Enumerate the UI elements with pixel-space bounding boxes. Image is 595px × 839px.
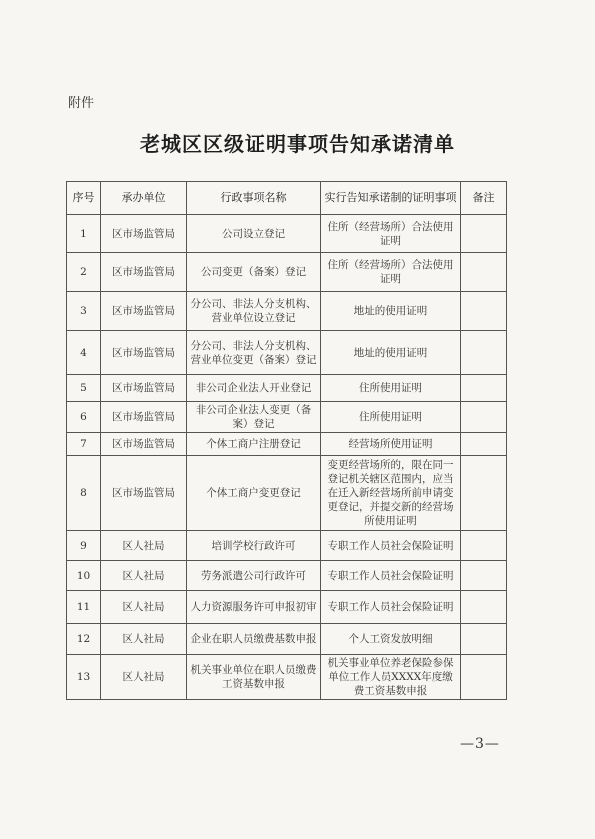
cell-item: 分公司、非法人分支机构、营业单位变更（备案）登记	[187, 331, 321, 375]
table-row	[67, 433, 507, 456]
cell-remark	[461, 591, 507, 624]
cell-unit: 区市场监管局	[101, 456, 187, 531]
cell-proof: 专职工作人员社会保险证明	[321, 591, 461, 624]
cell-no: 13	[67, 655, 101, 700]
cell-remark	[461, 402, 507, 433]
cell-no: 11	[67, 591, 101, 624]
cell-item: 劳务派遣公司行政许可	[187, 561, 321, 591]
cell-item: 分公司、非法人分支机构、营业单位设立登记	[187, 292, 321, 331]
cell-proof: 地址的使用证明	[321, 292, 461, 331]
cell-proof: 经营场所使用证明	[321, 433, 461, 456]
header-no: 序号	[67, 182, 101, 215]
cell-remark	[461, 215, 507, 253]
cell-unit: 区人社局	[101, 624, 187, 655]
cell-proof: 机关事业单位养老保险参保单位工作人员XXXX年度缴费工资基数申报	[321, 655, 461, 700]
cell-item: 企业在职人员缴费基数申报	[187, 624, 321, 655]
cell-proof: 专职工作人员社会保险证明	[321, 531, 461, 561]
header-unit: 承办单位	[101, 182, 187, 215]
table-row	[67, 624, 507, 655]
header-proof: 实行告知承诺制的证明事项	[321, 182, 461, 215]
header-item: 行政事项名称	[187, 182, 321, 215]
cell-remark	[461, 331, 507, 375]
table-row	[67, 561, 507, 591]
cell-item: 人力资源服务许可申报初审	[187, 591, 321, 624]
attachment-label: 附件	[68, 96, 95, 111]
table-header-row	[67, 182, 507, 215]
cell-unit: 区市场监管局	[101, 253, 187, 292]
cell-no: 7	[67, 433, 101, 456]
cell-unit: 区市场监管局	[101, 215, 187, 253]
commitment-list-table	[66, 181, 507, 700]
table-row	[67, 402, 507, 433]
table-row	[67, 253, 507, 292]
table-row	[67, 591, 507, 624]
table-row	[67, 655, 507, 700]
table-row	[67, 375, 507, 402]
cell-no: 8	[67, 456, 101, 531]
cell-proof: 住所使用证明	[321, 375, 461, 402]
cell-item: 个体工商户注册登记	[187, 433, 321, 456]
cell-unit: 区人社局	[101, 561, 187, 591]
cell-remark	[461, 433, 507, 456]
table-body	[67, 215, 507, 700]
cell-item: 培训学校行政许可	[187, 531, 321, 561]
table-row	[67, 331, 507, 375]
cell-no: 10	[67, 561, 101, 591]
cell-unit: 区市场监管局	[101, 292, 187, 331]
page-number: —3—	[460, 736, 500, 752]
document-title: 老城区区级证明事项告知承诺清单	[140, 132, 455, 156]
cell-remark	[461, 375, 507, 402]
cell-remark	[461, 655, 507, 700]
cell-unit: 区市场监管局	[101, 331, 187, 375]
cell-proof: 个人工资发放明细	[321, 624, 461, 655]
cell-item: 公司变更（备案）登记	[187, 253, 321, 292]
cell-item: 公司设立登记	[187, 215, 321, 253]
cell-unit: 区人社局	[101, 655, 187, 700]
cell-proof: 住所（经营场所）合法使用证明	[321, 215, 461, 253]
cell-unit: 区人社局	[101, 591, 187, 624]
cell-proof: 地址的使用证明	[321, 331, 461, 375]
cell-no: 5	[67, 375, 101, 402]
cell-item: 机关事业单位在职人员缴费工资基数申报	[187, 655, 321, 700]
cell-remark	[461, 531, 507, 561]
table-row	[67, 531, 507, 561]
cell-no: 3	[67, 292, 101, 331]
cell-unit: 区市场监管局	[101, 433, 187, 456]
cell-no: 9	[67, 531, 101, 561]
cell-proof: 专职工作人员社会保险证明	[321, 561, 461, 591]
cell-no: 12	[67, 624, 101, 655]
cell-no: 4	[67, 331, 101, 375]
cell-no: 6	[67, 402, 101, 433]
header-remark: 备注	[461, 182, 507, 215]
cell-item: 非公司企业法人开业登记	[187, 375, 321, 402]
cell-remark	[461, 292, 507, 331]
cell-unit: 区市场监管局	[101, 402, 187, 433]
cell-remark	[461, 253, 507, 292]
table-row	[67, 456, 507, 531]
cell-proof: 住所使用证明	[321, 402, 461, 433]
table-row	[67, 215, 507, 253]
cell-remark	[461, 561, 507, 591]
cell-proof: 变更经营场所的，限在同一登记机关辖区范围内，应当在迁入新经营场所前申请变更登记，并提交新的经营场所使用证明	[321, 456, 461, 531]
cell-remark	[461, 624, 507, 655]
cell-remark	[461, 456, 507, 531]
cell-proof: 住所（经营场所）合法使用证明	[321, 253, 461, 292]
cell-unit: 区市场监管局	[101, 375, 187, 402]
cell-no: 1	[67, 215, 101, 253]
cell-item: 非公司企业法人变更（备案）登记	[187, 402, 321, 433]
cell-no: 2	[67, 253, 101, 292]
cell-item: 个体工商户变更登记	[187, 456, 321, 531]
table-row	[67, 292, 507, 331]
cell-unit: 区人社局	[101, 531, 187, 561]
